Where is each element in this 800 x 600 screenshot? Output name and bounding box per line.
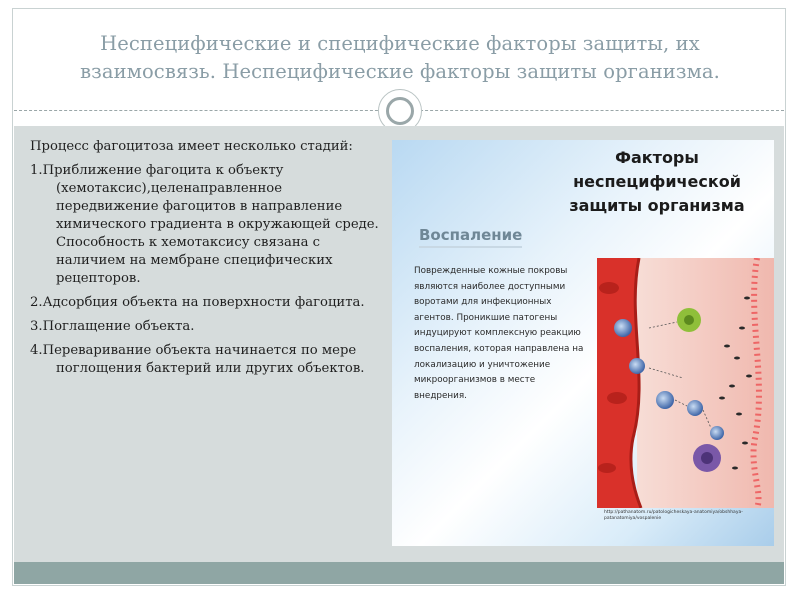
figure-title: Факторы неспецифической защиты организма [569,148,745,215]
inflammation-illustration [597,258,774,508]
figure-subtitle: Воспаление [419,226,522,248]
inflammation-figure [392,140,774,546]
phagocyte-cell [687,400,703,416]
mast-cell-core [684,315,694,325]
phagocyte-cell [629,358,645,374]
phagocyte-cell [656,391,674,409]
figure-description: Поврежденные кожные покровы являются наиболее доступными воротами для инфекционных агентов. Проникшие патогены индуцируют комплексную реакцию воспаления, которая направлена на локализацию и уничтожение микроорганизмов в месте внедрения. [414,266,584,401]
red-blood-cell [598,463,616,473]
intro-paragraph: Процесс фагоцитоза имеет несколько стадий: [30,139,353,154]
phagocyte-cell [710,426,724,440]
figure-source-url: http://pathanatom.ru/patologicheskaya-anatomiya/obshhaya-patanatomiya/vospalenie [604,510,743,521]
step-1: 1.Приближение фагоцита к объекту (хемотаксис),целенаправленное передвижение фагоцитов в направление химического градиента в окружающей среде. Способность к хемотаксису связана с наличием на мембране специфических рецепторов. [30,163,379,286]
phagocyte-cell [614,319,632,337]
step-2: 2.Адсорбция объекта на поверхности фагоцита. [30,295,365,310]
footer-band [14,562,784,584]
circle-ornament-ring [386,97,414,125]
macrophage-core [701,452,713,464]
red-blood-cell [607,392,627,404]
slide-title: Неспецифические и специфические факторы защиты, их взаимосвязь. Неспецифические факторы защиты организма. [80,32,720,83]
step-3: 3.Поглащение объекта. [30,319,195,334]
red-blood-cell [599,282,619,294]
step-4: 4.Переваривание объекта начинается по мере поглощения бактерий или других объектов. [30,343,365,376]
phagocytosis-text [30,138,382,384]
